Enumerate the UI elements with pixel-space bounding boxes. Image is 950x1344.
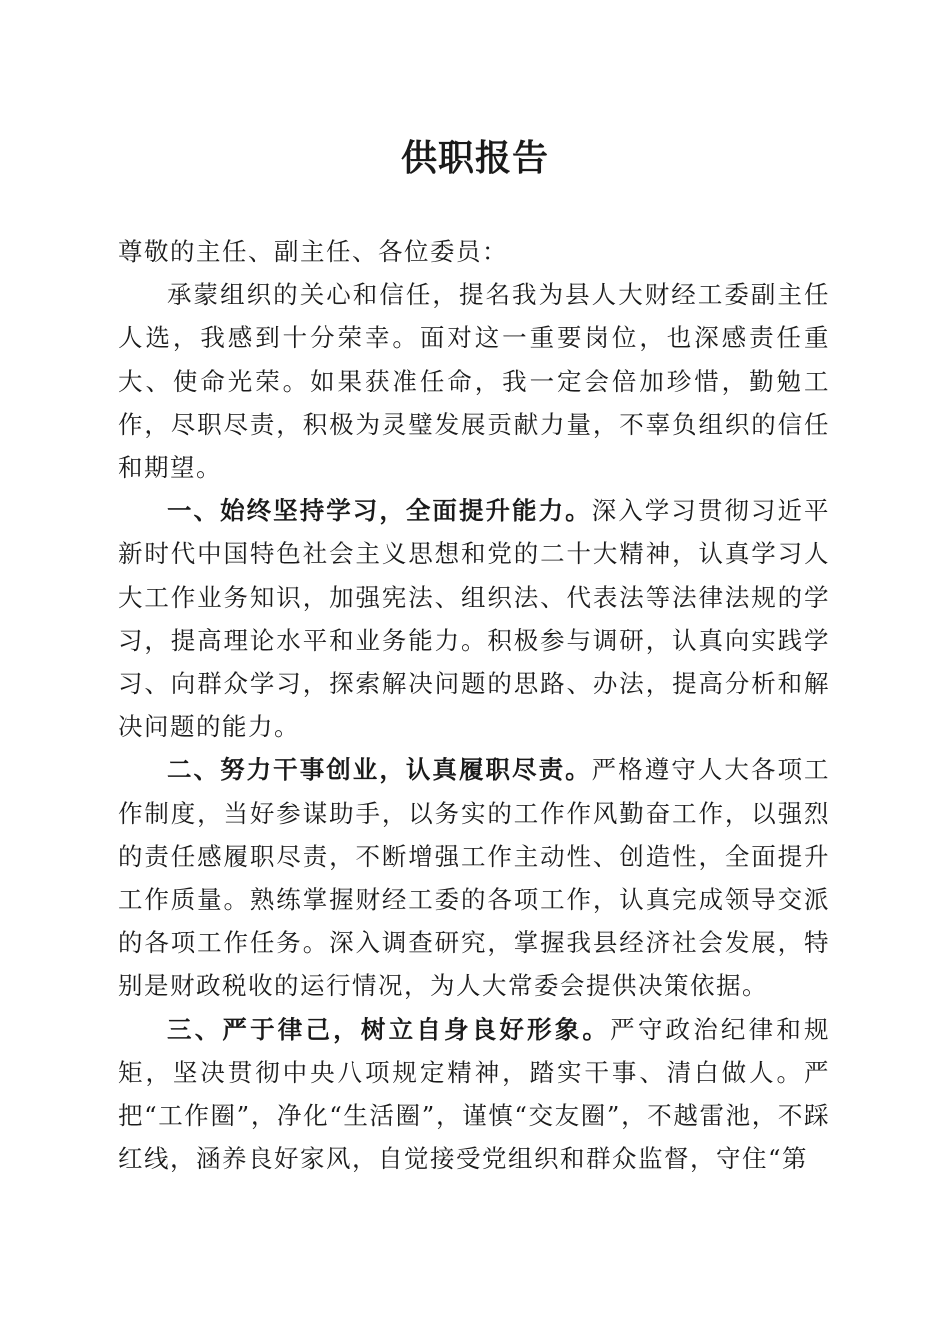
document-title: 供职报告 (400, 137, 549, 179)
section-2-text: 严格遵守人大各项工作制度，当好参谋助手，以务实的工作作风勤奋工作，以强烈的责任感履职尽责，不断增强工作主动性、创造性，全面提升工作质量。熟练掌握财经工委的各项工作，认真完成领导交派的各项工作任务。深入调查研究，掌握我县经济社会发展，特别是财政税收的运行情况，为人大常委会提供决策依据。 (118, 755, 831, 1001)
intro-paragraph: 承蒙组织的关心和信任，提名我为县人大财经工委副主任人选，我感到十分荣幸。面对这一重要岗位，也深感责任重大、使命光荣。如果获准任命，我一定会倍加珍惜，勤勉工作，尽职尽责，积极为灵璧发展贡献力量，不辜负组织的信任和期望。 (118, 280, 830, 483)
salutation: 尊敬的主任、副主任、各位委员： (118, 237, 508, 266)
section-2-heading: 二、努力干事创业，认真履职尽责。 (167, 755, 592, 785)
section-3-heading: 三、严于律己，树立自身良好形象。 (167, 1014, 611, 1044)
section-3-text: 严守政治纪律和规矩，坚决贯彻中央八项规定精神，踏实干事、清白做人。严把“工作圈”，净化“生活圈”，谨慎“交友圈”，不越雷池，不踩红线，涵养良好家风，自觉接受党组织和群众监督，守住“第 (118, 1014, 831, 1174)
section-2-paragraph (118, 748, 830, 1007)
section-1-paragraph (118, 489, 830, 748)
section-1-heading: 一、始终坚持学习，全面提升能力。 (167, 496, 592, 526)
document-body (118, 230, 830, 1180)
section-3-paragraph (118, 1008, 830, 1181)
section-1-text: 深入学习贯彻习近平新时代中国特色社会主义思想和党的二十大精神，认真学习人大工作业务知识，加强宪法、组织法、代表法等法律法规的学习，提高理论水平和业务能力。积极参与调研，认真向实践学习、向群众学习，探索解决问题的思路、办法，提高分析和解决问题的能力。 (118, 496, 831, 742)
